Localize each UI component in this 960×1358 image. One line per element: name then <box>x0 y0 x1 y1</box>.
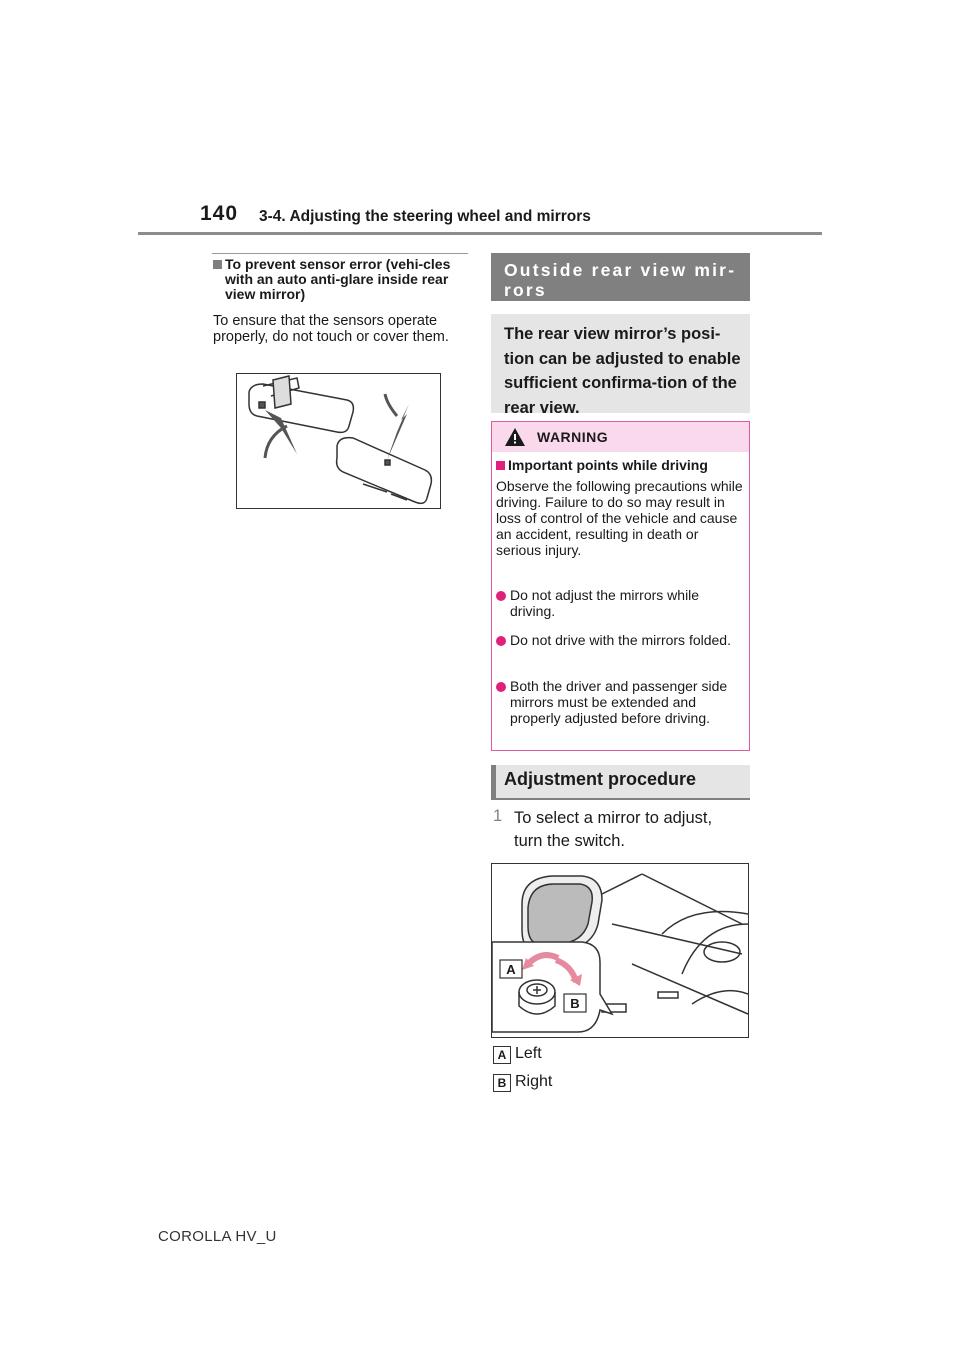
lead-text: The rear view mirror’s posi-tion can be adjusted to enable sufficient confirma-tion of the rear view. <box>504 325 741 417</box>
legend-badge-b: B <box>493 1074 511 1092</box>
figure-label-a: A <box>506 962 516 977</box>
sensor-heading <box>213 257 458 302</box>
section-title: 3-4. Adjusting the steering wheel and mirrors <box>259 208 591 225</box>
circle-bullet-icon <box>496 682 506 692</box>
square-bullet-icon <box>496 461 505 470</box>
inside-mirror-figure <box>236 373 441 509</box>
legend-badge-a: A <box>493 1046 511 1064</box>
lead-text-box <box>491 314 750 417</box>
square-bullet-icon <box>213 260 222 269</box>
warning-heading <box>496 457 746 473</box>
warning-bullet: Both the driver and passenger side mirrors must be extended and properly adjusted before driving. <box>496 678 746 726</box>
mirror-switch-figure <box>491 863 749 1038</box>
adjustment-title-band <box>491 765 750 800</box>
warning-bullet: Do not drive with the mirrors folded. <box>496 632 746 648</box>
header-rule <box>138 232 822 235</box>
warning-box <box>491 421 750 751</box>
legend-text-right: Right <box>515 1073 553 1090</box>
warning-body: Observe the following precautions while driving. Failure to do so may result in loss of control of the vehicle and cause an accident, resulting in death or serious injury. <box>496 478 743 558</box>
legend-text-left: Left <box>515 1045 542 1062</box>
left-column-rule <box>212 253 468 254</box>
sensor-body: To ensure that the sensors operate properly, do not touch or cover them. <box>213 313 449 345</box>
page-number: 140 <box>200 202 239 225</box>
warning-triangle-icon <box>504 427 526 447</box>
warning-title: WARNING <box>537 429 609 445</box>
outside-mirrors-title: Outside rear view mir-rors <box>504 260 737 300</box>
warning-header <box>492 422 749 452</box>
outside-mirrors-title-band <box>491 253 750 301</box>
warning-heading-text: Important points while driving <box>508 457 708 473</box>
circle-bullet-icon <box>496 636 506 646</box>
step-number: 1 <box>493 807 503 825</box>
figure-label-b: B <box>570 996 580 1011</box>
step-text: To select a mirror to adjust, turn the switch. <box>514 809 713 850</box>
inside-mirror-illustration <box>237 374 440 508</box>
mirror-switch-illustration <box>492 864 748 1037</box>
circle-bullet-icon <box>496 591 506 601</box>
sensor-heading-text: To prevent sensor error (vehi-cles with an auto anti-glare inside rear view mirror) <box>225 256 451 302</box>
footer-model: COROLLA HV_U <box>158 1228 277 1245</box>
adjustment-title: Adjustment procedure <box>504 769 697 789</box>
warning-bullet: Do not adjust the mirrors while driving. <box>496 587 746 619</box>
